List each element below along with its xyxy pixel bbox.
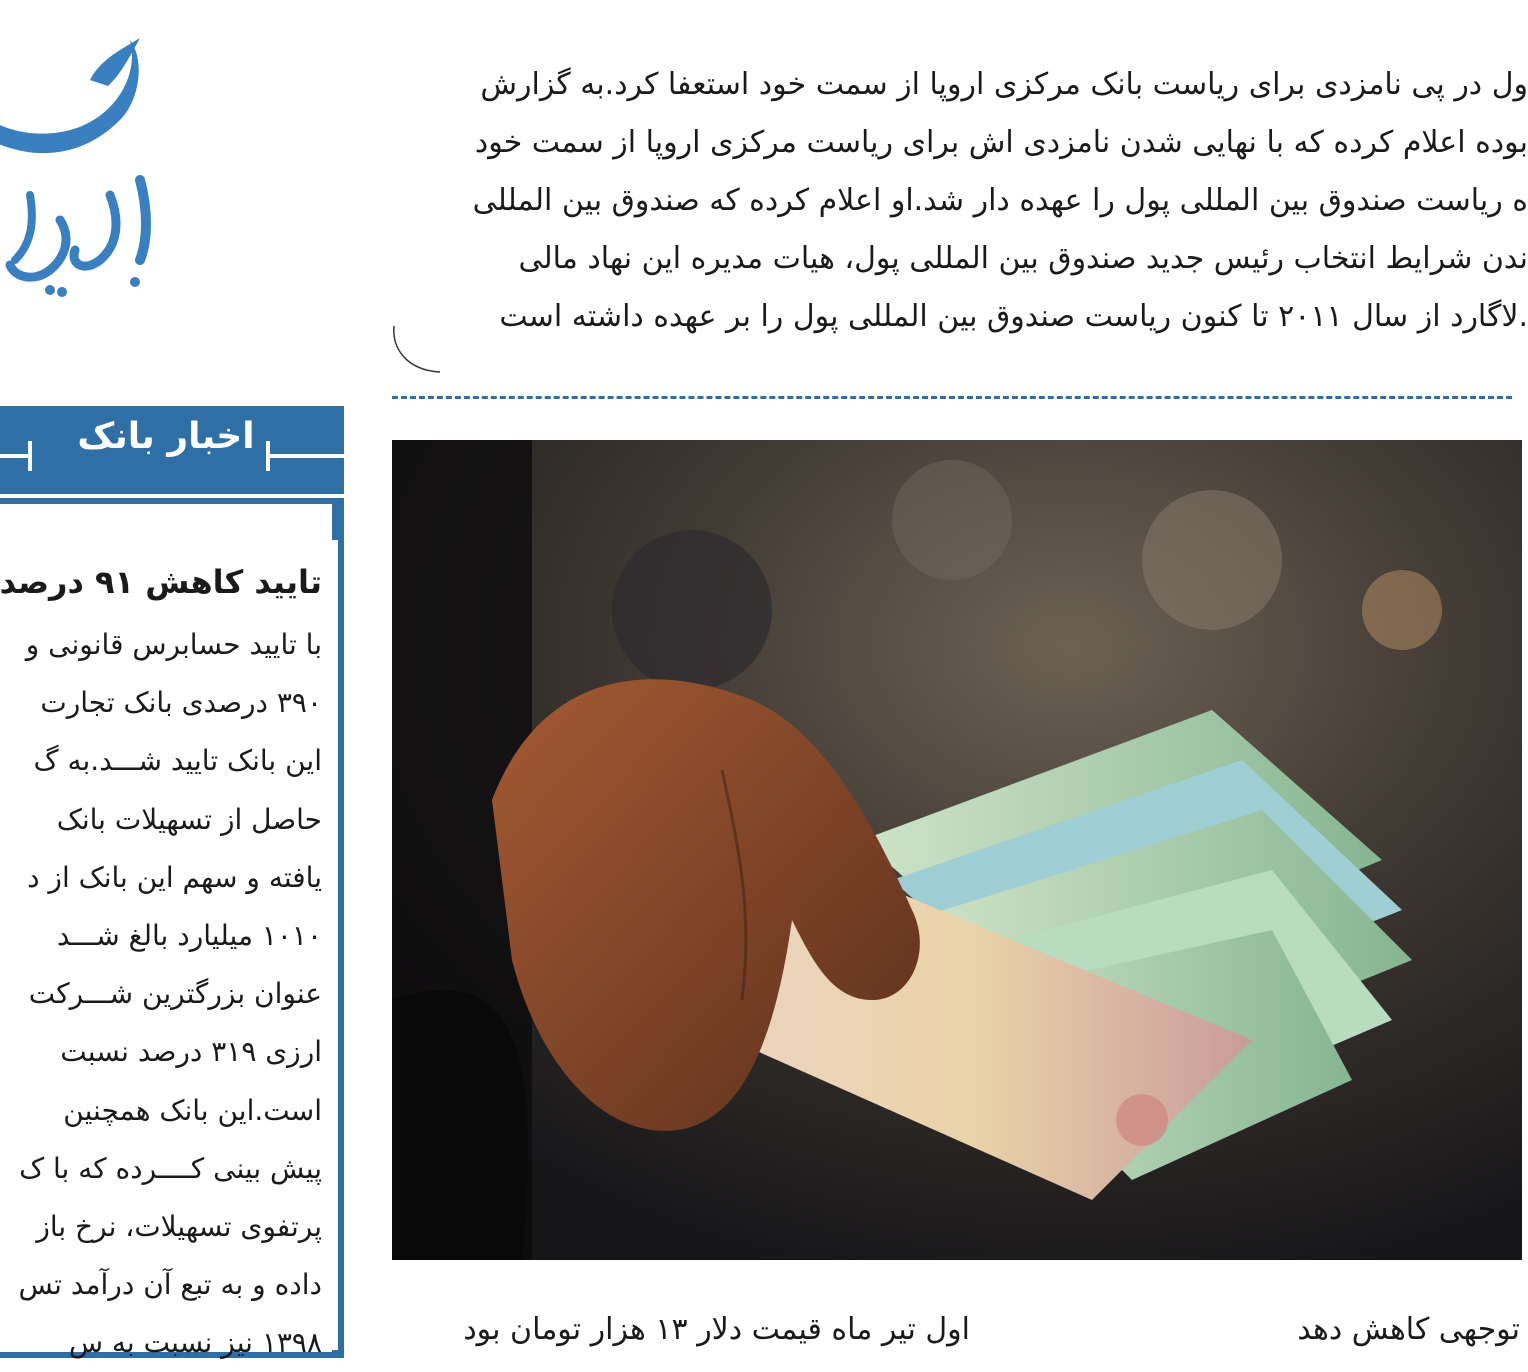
article-line: ه ریاست صندوق بین المللی پول را عهده دار شد.او اعلام کرده که صندوق بین المللی <box>472 183 1528 218</box>
sidebar-line: ۱۰۱۰ میلیارد بالغ شـــد <box>56 918 322 952</box>
sidebar-line: است.این بانک همچنین <box>63 1093 322 1127</box>
sidebar-line: ۱۳۹۸ نیز نسبت به س <box>68 1326 322 1360</box>
bottom-fragment-right: توجهی کاهش دهد <box>1297 1312 1520 1347</box>
sidebar-box-rule <box>338 498 344 1358</box>
section-header-bank-news <box>0 406 344 498</box>
sidebar-line: حاصل از تسهیلات بانک <box>56 802 322 836</box>
header-tick-left <box>28 441 32 471</box>
section-title: اخبار بانک <box>77 416 255 457</box>
column-gutter <box>322 540 338 1350</box>
top-article <box>428 56 1528 346</box>
article-line: ول در پی نامزدی برای ریاست بانک مرکزی اروپا از سمت خود استعفا کرد.به گزارش <box>480 67 1528 102</box>
sidebar-line: پرتفوی تسهیلات، نرخ باز <box>36 1209 322 1243</box>
header-rule-right <box>266 454 344 458</box>
sidebar-line: ارزی ۳۱۹ درصد نسبت <box>60 1035 322 1069</box>
sidebar-line: با تایید حسابرس قانونی و <box>25 628 322 661</box>
sidebar-article <box>0 556 322 1372</box>
newspaper-logo <box>0 20 170 310</box>
sidebar-line: داده و به تبع آن درآمد تس <box>18 1268 322 1302</box>
article-line: بوده اعلام کرده که با نهایی شدن نامزدی اش برای ریاست مرکزی اروپا از سمت خود <box>474 125 1528 160</box>
banknotes-photo-illustration <box>392 440 1522 1260</box>
sidebar-line: یافته و سهم این بانک از د <box>27 860 322 894</box>
news-photo <box>392 440 1522 1260</box>
sidebar-line: این بانک تایید شـــد.به گ <box>33 744 322 778</box>
article-line: ندن شرایط انتخاب رئیس جدید صندوق بین المللی پول، هیات مدیره این نهاد مالی <box>518 241 1528 276</box>
sidebar-line: پیش بینی کــــرده که با ک <box>19 1151 322 1185</box>
dashed-divider <box>392 396 1512 399</box>
corner-curl-ornament <box>388 322 448 382</box>
next-article-first-line <box>392 1312 1520 1352</box>
masthead <box>0 0 360 390</box>
sidebar-headline: تایید کاهش ۹۱ درصد <box>0 563 322 601</box>
sidebar-line: عنوان بزرگترین شـــرکت <box>28 977 322 1011</box>
bottom-fragment-mid: اول تیر ماه قیمت دلار ۱۳ هزار تومان بود <box>463 1312 970 1347</box>
sidebar-line: ۳۹۰ درصدی بانک تجارت <box>40 686 322 720</box>
article-line: .لاگارد از سال ۲۰۱۱ تا کنون ریاست صندوق بین المللی پول را بر عهده داشته است <box>499 299 1528 334</box>
